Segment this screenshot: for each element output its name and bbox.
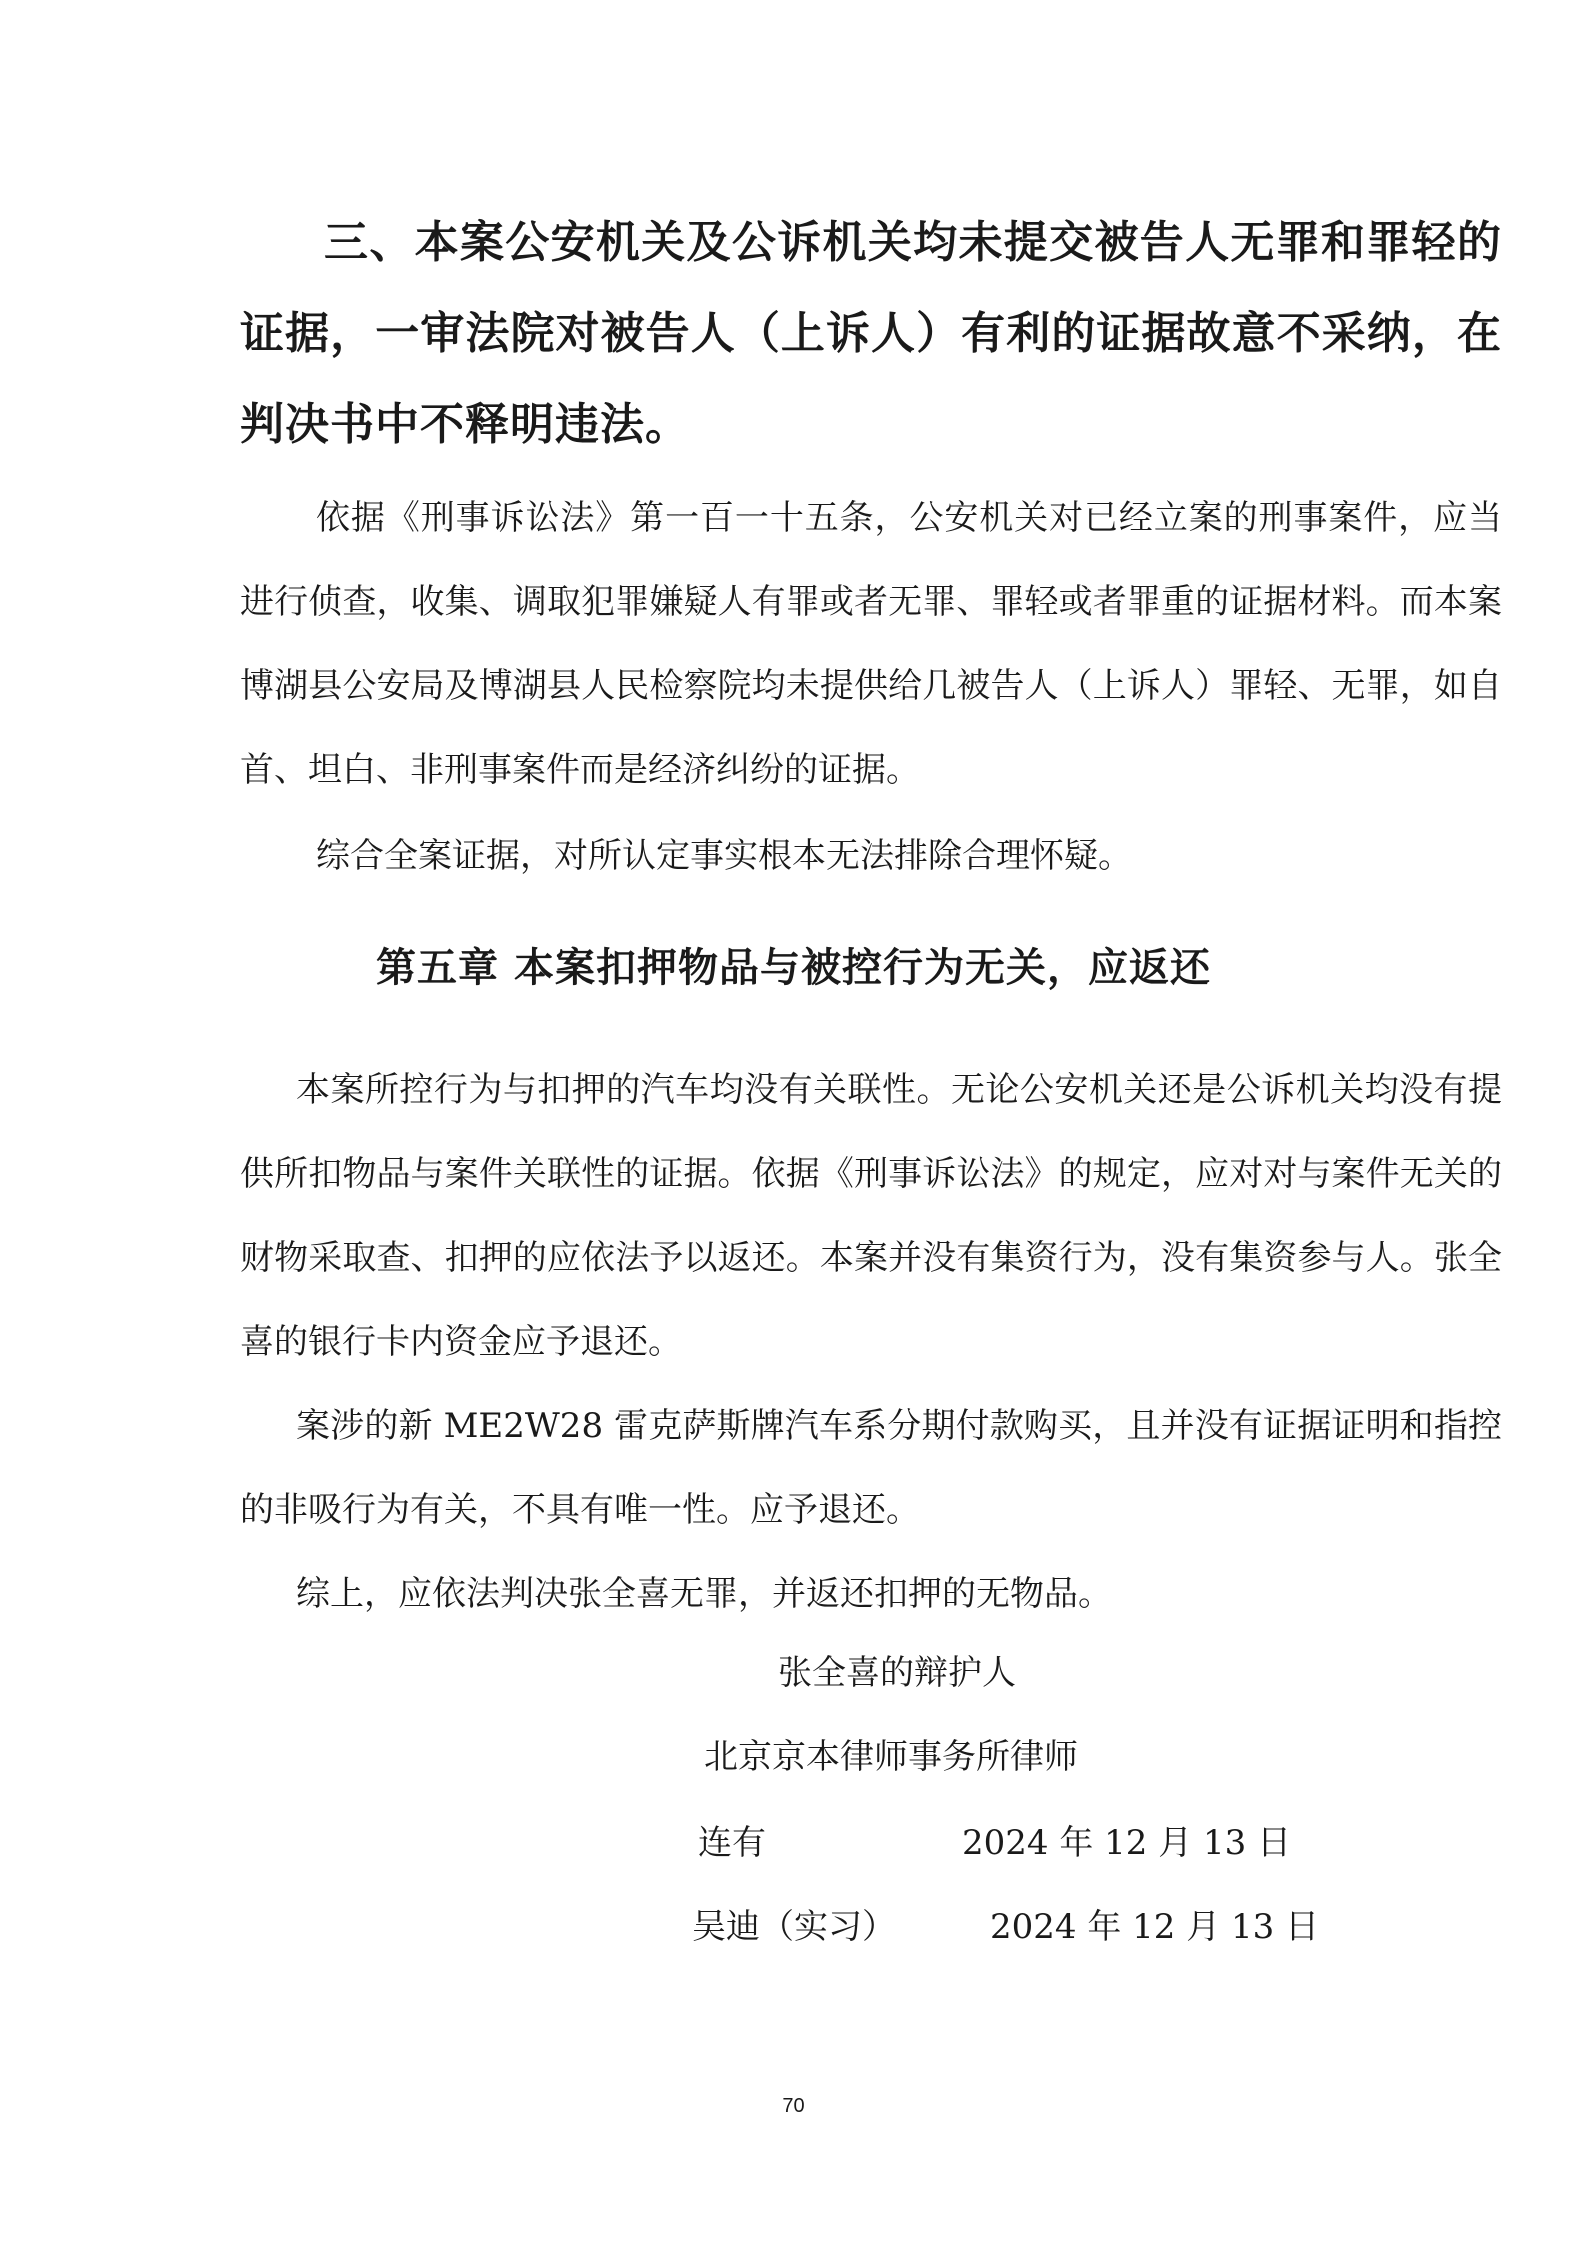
section-heading: 三、本案公安机关及公诉机关均未提交被告人无罪和罪轻的证据，一审法院对被告人（上诉人）有利的证据故意不采纳，在判决书中不释明违法。 bbox=[240, 217, 1502, 450]
signer-1-name: 连有 bbox=[698, 1823, 766, 1863]
signer-2-name: 吴迪（实习） bbox=[692, 1907, 896, 1947]
signer-2-date: 2024 年 12 月 13 日 bbox=[990, 1907, 1320, 1947]
paragraph-vehicle: 案涉的新 ME2W28 雷克萨斯牌汽车系分期付款购买，且并没有证据证明和指控的非吸行为有关，不具有唯一性。应予退还。 bbox=[240, 1406, 1502, 1530]
paragraph-seized-items: 本案所控行为与扣押的汽车均没有关联性。无论公安机关还是公诉机关均没有提供所扣物品与案件关联性的证据。依据《刑事诉讼法》的规定，应对对与案件无关的财物采取查、扣押的应依法予以返还。本案并没有集资行为，没有集资参与人。张全喜的银行卡内资金应予退还。 bbox=[240, 1070, 1502, 1362]
signature-firm: 北京京本律师事务所律师 bbox=[704, 1737, 1078, 1777]
paragraph-conclusion: 综合全案证据，对所认定事实根本无法排除合理怀疑。 bbox=[316, 836, 1132, 876]
paragraph-legal-basis: 依据《刑事诉讼法》第一百一十五条，公安机关对已经立案的刑事案件，应当进行侦查，收集、调取犯罪嫌疑人有罪或者无罪、罪轻或者罪重的证据材料。而本案博湖县公安局及博湖县人民检察院均未提供给几被告人（上诉人）罪轻、无罪，如自首、坦白、非刑事案件而是经济纠纷的证据。 bbox=[240, 498, 1502, 790]
page-number: 70 bbox=[782, 2095, 805, 2117]
chapter-title: 第五章 本案扣押物品与被控行为无关，应返还 bbox=[376, 945, 1211, 991]
signer-1-date: 2024 年 12 月 13 日 bbox=[962, 1823, 1292, 1863]
signature-role: 张全喜的辩护人 bbox=[778, 1653, 1016, 1693]
paragraph-summary: 综上，应依法判决张全喜无罪，并返还扣押的无物品。 bbox=[296, 1574, 1112, 1614]
